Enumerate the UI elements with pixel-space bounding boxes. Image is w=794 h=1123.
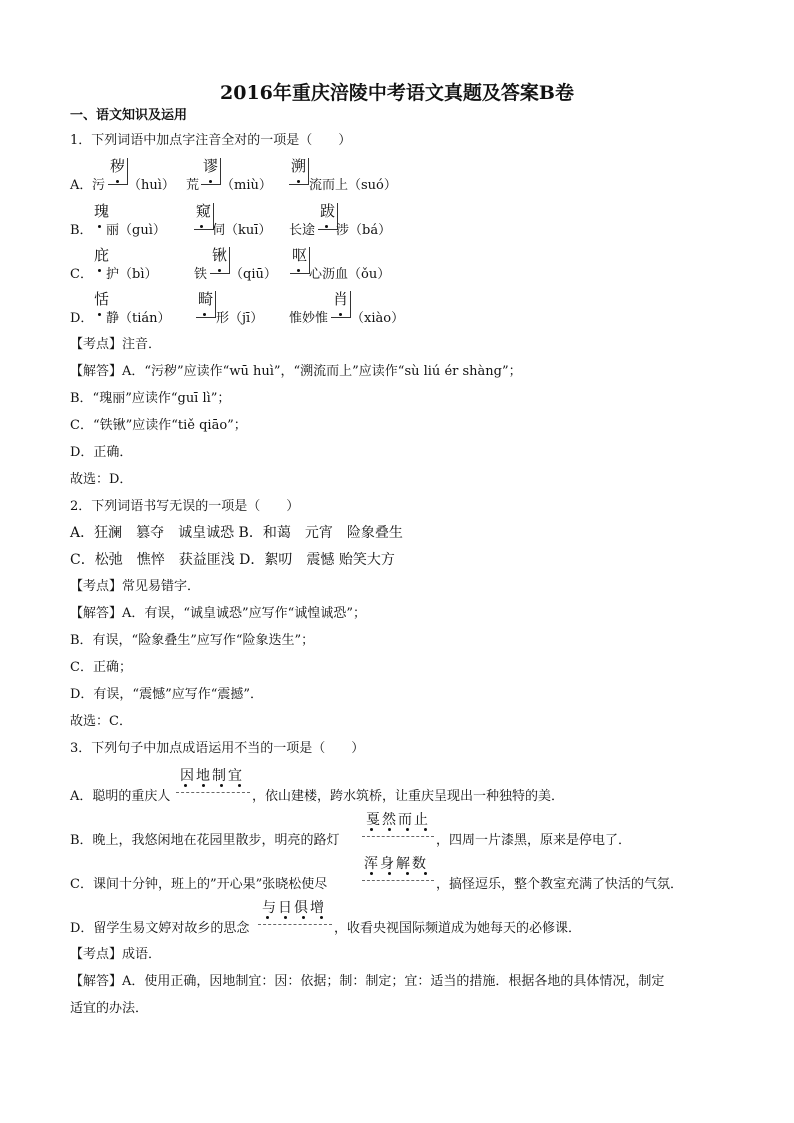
q1-d-post-3: （xiào） [351,311,405,326]
q1-answer: 故选：D． [70,472,133,487]
q3-c-idiom: 浑身解数 [364,856,428,872]
q2-jieda-b: B．有误，“险象叠生”应写作“险象迭生”； [70,633,315,648]
emphasis-dot [325,225,328,228]
q1-a-post-1: （huì） [128,178,175,193]
q1-d-pre-3: 惟妙惟 [289,311,329,326]
q1-d-ruby-2: 畸 [198,290,214,308]
q2-options-ab: A．狂澜 篡夺 诚皇诚恐 B．和蔼 元宵 险象叠生 [70,525,403,541]
q1-b-post-3: 涉（bá） [336,223,392,238]
q1-b-pre-3: 长途 [289,223,316,238]
q3-jieda-cont: 适宜的办法． [70,1001,149,1016]
q1-c-ruby-1: 庇 [94,246,110,264]
q3-c-dots [362,872,434,881]
emphasis-dot [209,180,212,183]
q1-option-b-label: B． [70,223,93,238]
q1-a-post-3: 流而上（suó） [309,178,397,193]
q1-c-post-3: 心沥血（ǒu） [309,267,391,282]
q1-a-ruby-3: 溯 [291,157,307,175]
q3-d-idiom: 与日俱增 [262,900,326,916]
q2-kaodian: 【考点】常见易错字． [70,579,201,594]
q1-d-ruby-1: 恬 [94,290,110,308]
q3-a-pre: A．聪明的重庆人 [70,789,171,804]
q3-a-idiom: 因地制宜 [180,768,244,784]
q3-a-post: ，依山建楼，跨水筑桥，让重庆呈现出一种独特的美． [252,789,565,804]
q1-c-post-2: （qiū） [230,267,277,282]
emphasis-dot [297,269,300,272]
section-heading: 一、语文知识及运用 [70,108,188,123]
q2-jieda: 【解答】A．有误，“诚皇诚恐”应写作“诚惶诚恐”； [70,606,366,621]
emphasis-dot [297,180,300,183]
q3-b-post: ，四周一片漆黑，原来是停电了． [436,833,632,848]
q1-jieda-c: C．“铁锹”应读作“tiě qiāo”； [70,418,247,433]
question-3-stem: 3．下列句子中加点成语运用不当的一项是（ ） [70,741,365,756]
emphasis-dot [200,225,203,228]
q3-d-post: ，收看央视国际频道成为她每天的必修课． [334,921,582,936]
q1-c-post-1: 护（bì） [106,267,158,282]
q2-jieda-c: C．正确； [70,660,132,675]
q1-a-pre-2: 荒 [186,178,200,193]
q1-b-ruby-1: 瑰 [94,202,110,220]
q1-option-a-label: A． [70,178,93,193]
q2-options-cd: C．松弛 憔悴 获益匪浅 D．絮叨 震憾 贻笑大方 [70,552,395,568]
q3-kaodian: 【考点】成语． [70,947,162,962]
q1-c-ruby-3: 呕 [292,246,308,264]
q1-a-ruby-1: 秽 [110,157,126,175]
q1-b-ruby-2: 窥 [196,202,212,220]
q1-b-ruby-3: 跋 [320,202,336,220]
q1-b-box-3 [318,203,338,230]
emphasis-dot [98,225,101,228]
emphasis-dot [98,269,101,272]
q1-jieda-d: D．正确． [70,445,133,460]
q3-b-idiom: 戛然而止 [366,812,430,828]
q1-d-box-2 [196,291,216,318]
q1-d-post-1: 静（tián） [106,311,171,326]
q3-b-pre: B．晚上，我悠闲地在花园里散步，明亮的路灯 [70,833,340,848]
emphasis-dot [98,313,101,316]
emphasis-dot [218,269,221,272]
emphasis-dot [203,313,206,316]
q1-option-c-label: C． [70,267,93,282]
q1-c-pre-2: 铁 [194,267,208,282]
q1-a-post-2: （miù） [221,178,272,193]
q2-jieda-d: D．有误，“震憾”应写作“震撼”． [70,687,264,702]
q1-c-box-3 [290,247,310,274]
q1-a-pre-1: 污 [92,178,106,193]
q1-a-ruby-2: 谬 [203,157,219,175]
q3-jieda: 【解答】A．使用正确，因地制宜：因：依据；制：制定；宜：适当的措施．根据各地的具体情况，制定 [70,974,665,989]
q1-b-box-2 [194,203,214,230]
q1-d-ruby-3: 肖 [333,290,349,308]
q3-b-dots [362,828,434,837]
page-title: 2016年重庆涪陵中考语文真题及答案B卷 [220,82,574,104]
q2-answer: 故选：C． [70,714,132,729]
q1-kaodian: 【考点】注音． [70,337,162,352]
q3-d-pre: D．留学生易文婷对故乡的思念 [70,921,250,936]
emphasis-dot [339,313,342,316]
q3-c-pre: C．课间十分钟，班上的”开心果”张晓松使尽 [70,877,328,892]
q1-d-post-2: 形（jī） [216,311,264,326]
q1-jieda: 【解答】A．“污秽”应读作“wū huì”，“溯流而上”应读作“sù liú ér shàng”； [70,364,522,379]
q3-a-dots [176,784,250,793]
q1-c-ruby-2: 锹 [212,246,228,264]
emphasis-dot [116,180,119,183]
question-1-stem: 1．下列词语中加点字注音全对的一项是（ ） [70,133,352,148]
q1-b-post-1: 丽（guì） [106,223,166,238]
q1-option-d-label: D． [70,311,94,326]
q3-d-dots [258,916,332,925]
q1-b-post-2: 伺（kuī） [212,223,272,238]
question-2-stem: 2．下列词语书写无误的一项是（ ） [70,499,300,514]
q1-jieda-b: B．“瑰丽”应读作“guī lì”； [70,391,231,406]
q3-c-post: ，搞怪逗乐，整个教室充满了快活的气氛． [436,877,684,892]
